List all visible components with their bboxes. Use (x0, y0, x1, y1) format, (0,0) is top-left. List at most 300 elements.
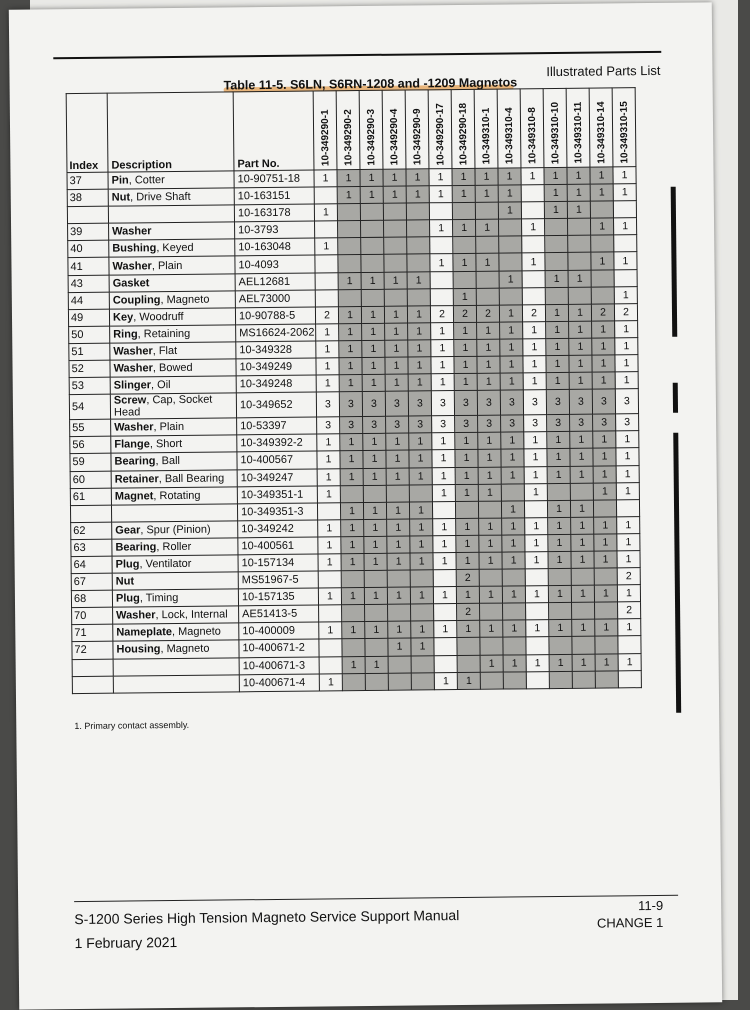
quantity-cell: 1 (362, 357, 385, 374)
header-variant (520, 89, 544, 168)
quantity-cell: 1 (409, 501, 432, 518)
row-index: 54 (69, 394, 110, 419)
quantity-cell: 1 (360, 186, 383, 203)
quantity-cell: 1 (521, 168, 544, 185)
row-part-number: 10-157134 (238, 554, 318, 572)
quantity-cell: 1 (365, 622, 388, 639)
quantity-cell: 3 (454, 391, 477, 416)
quantity-cell: 1 (411, 638, 434, 655)
quantity-cell: 1 (432, 450, 455, 467)
quantity-cell: 1 (545, 304, 568, 321)
row-description (110, 376, 236, 394)
quantity-cell: 3 (362, 392, 385, 417)
quantity-cell: 1 (386, 450, 409, 467)
quantity-cell (407, 254, 430, 271)
change-bar (671, 187, 678, 337)
description-noun: Washer (116, 610, 155, 622)
quantity-cell: 1 (501, 501, 524, 518)
row-index: 44 (68, 292, 109, 310)
quantity-cell: 1 (457, 621, 480, 638)
quantity-cell (430, 288, 453, 305)
quantity-cell: 1 (614, 252, 637, 269)
row-part-number: 10-400009 (239, 622, 319, 640)
quantity-cell (526, 671, 549, 688)
quantity-cell (411, 672, 434, 689)
row-index (72, 676, 113, 694)
quantity-cell (361, 221, 384, 238)
description-noun: Coupling (113, 294, 161, 306)
quantity-cell (314, 187, 337, 204)
quantity-cell: 1 (387, 587, 410, 604)
quantity-cell: 1 (525, 586, 548, 603)
quantity-cell: 1 (454, 356, 477, 373)
quantity-cell: 1 (568, 304, 591, 321)
header-index: Index (66, 93, 108, 172)
quantity-cell (480, 638, 503, 655)
quantity-cell: 1 (569, 338, 592, 355)
row-part-number: 10-4093 (235, 255, 315, 273)
row-index: 63 (71, 539, 112, 557)
description-noun: Washer (112, 226, 151, 238)
variant-label: 10-349290-3 (365, 106, 377, 166)
quantity-cell: 1 (548, 551, 571, 568)
quantity-cell: 1 (503, 654, 526, 671)
header-variant (543, 88, 567, 167)
quantity-cell: 1 (314, 170, 337, 187)
quantity-cell (613, 201, 636, 218)
quantity-cell: 1 (340, 502, 363, 519)
row-index: 60 (70, 471, 111, 489)
quantity-cell (522, 270, 545, 287)
quantity-cell: 1 (569, 372, 592, 389)
description-noun: Gear (115, 524, 140, 536)
quantity-cell: 1 (479, 518, 502, 535)
quantity-cell (591, 269, 614, 286)
quantity-cell: 1 (316, 358, 339, 375)
table-body (67, 167, 641, 694)
quantity-cell: 1 (524, 449, 547, 466)
quantity-cell (384, 220, 407, 237)
row-part-number: 10-349328 (236, 341, 316, 359)
quantity-cell: 1 (455, 484, 478, 501)
quantity-cell (406, 203, 429, 220)
quantity-cell (503, 603, 526, 620)
quantity-cell: 3 (340, 417, 363, 434)
description-noun: Bearing (114, 456, 155, 468)
quantity-cell: 3 (500, 390, 523, 415)
quantity-cell (522, 236, 545, 253)
quantity-cell: 1 (452, 185, 475, 202)
quantity-cell: 1 (549, 654, 572, 671)
quantity-cell: 2 (315, 307, 338, 324)
quantity-cell: 1 (617, 534, 640, 551)
row-index (70, 505, 111, 523)
row-description (113, 606, 239, 624)
row-description (113, 640, 239, 658)
row-part-number: 10-400561 (238, 537, 318, 555)
quantity-cell: 3 (569, 389, 592, 414)
quantity-cell: 1 (571, 551, 594, 568)
quantity-cell (524, 500, 547, 517)
quantity-cell: 1 (314, 204, 337, 221)
quantity-cell: 1 (502, 518, 525, 535)
quantity-cell: 1 (571, 585, 594, 602)
quantity-cell: 1 (524, 483, 547, 500)
quantity-cell (363, 485, 386, 502)
description-modifier: , Retaining (138, 328, 191, 341)
quantity-cell (521, 185, 544, 202)
quantity-cell: 1 (362, 323, 385, 340)
quantity-cell (614, 269, 637, 286)
quantity-cell (453, 271, 476, 288)
description-modifier: , Plain (152, 259, 183, 271)
description-modifier: , Cap, Socket Head (114, 394, 212, 419)
quantity-cell: 1 (410, 587, 433, 604)
quantity-cell: 1 (363, 502, 386, 519)
quantity-cell: 1 (617, 516, 640, 533)
quantity-cell (595, 670, 618, 687)
quantity-cell: 1 (457, 672, 480, 689)
quantity-cell (411, 655, 434, 672)
header-variant (359, 90, 383, 169)
quantity-cell (365, 639, 388, 656)
quantity-cell: 1 (618, 653, 641, 670)
quantity-cell: 1 (383, 186, 406, 203)
quantity-cell (503, 671, 526, 688)
quantity-cell: 1 (316, 375, 339, 392)
quantity-cell: 1 (317, 485, 340, 502)
quantity-cell: 1 (570, 431, 593, 448)
quantity-cell: 1 (338, 306, 361, 323)
quantity-cell: 1 (337, 170, 360, 187)
description-modifier: , Magneto (172, 626, 221, 639)
quantity-cell: 1 (384, 306, 407, 323)
quantity-cell (430, 271, 453, 288)
quantity-cell: 2 (456, 569, 479, 586)
quantity-cell: 1 (524, 432, 547, 449)
quantity-cell: 1 (525, 517, 548, 534)
quantity-cell: 1 (548, 517, 571, 534)
header-variant (451, 89, 475, 168)
row-index: 70 (72, 607, 113, 625)
quantity-cell (457, 638, 480, 655)
quantity-cell: 1 (318, 537, 341, 554)
quantity-cell (360, 203, 383, 220)
row-part-number: 10-349247 (237, 469, 317, 487)
row-index: 51 (69, 343, 110, 361)
quantity-cell: 1 (365, 656, 388, 673)
quantity-cell (455, 501, 478, 518)
header-variant (612, 88, 636, 167)
quantity-cell (526, 603, 549, 620)
quantity-cell (338, 221, 361, 238)
header-variant (382, 90, 406, 169)
quantity-cell: 1 (523, 339, 546, 356)
row-description (112, 589, 238, 607)
quantity-cell: 1 (479, 552, 502, 569)
quantity-cell (476, 288, 499, 305)
quantity-cell: 1 (476, 254, 499, 271)
description-modifier: , Magneto (160, 643, 209, 656)
row-part-number: 10-163048 (235, 238, 315, 256)
quantity-cell (361, 255, 384, 272)
quantity-cell: 1 (434, 621, 457, 638)
quantity-cell: 1 (479, 535, 502, 552)
quantity-cell: 1 (408, 374, 431, 391)
quantity-cell: 1 (503, 620, 526, 637)
row-description (110, 359, 236, 377)
row-index: 71 (72, 624, 113, 642)
quantity-cell: 1 (385, 357, 408, 374)
variant-label: 10-349290-1 (319, 107, 331, 167)
quantity-cell: 1 (500, 322, 523, 339)
quantity-cell: 1 (523, 321, 546, 338)
row-part-number: 10-157135 (238, 588, 318, 606)
description-modifier: , Rotating (153, 489, 200, 501)
row-description (109, 256, 235, 274)
quantity-cell: 1 (526, 654, 549, 671)
quantity-cell: 1 (387, 536, 410, 553)
quantity-cell: 2 (618, 602, 641, 619)
quantity-cell: 1 (431, 322, 454, 339)
quantity-cell: 1 (386, 433, 409, 450)
quantity-cell: 1 (595, 619, 618, 636)
quantity-cell: 1 (614, 286, 637, 303)
description-modifier: , Magneto (160, 293, 209, 306)
row-part-number: 10-400671-4 (239, 674, 319, 692)
description-noun: Ring (113, 328, 138, 340)
quantity-cell: 1 (386, 502, 409, 519)
quantity-cell (319, 656, 342, 673)
row-index: 55 (70, 419, 111, 437)
variant-label: 10-349290-2 (342, 106, 354, 166)
header-variant (474, 89, 498, 168)
quantity-cell: 1 (547, 432, 570, 449)
quantity-cell: 1 (477, 339, 500, 356)
quantity-cell: 1 (546, 338, 569, 355)
quantity-cell: 1 (340, 451, 363, 468)
row-index: 41 (68, 258, 109, 276)
quantity-cell: 1 (545, 270, 568, 287)
quantity-cell: 3 (432, 416, 455, 433)
quantity-cell: 1 (363, 468, 386, 485)
description-modifier: , Roller (156, 541, 191, 553)
quantity-cell (338, 238, 361, 255)
quantity-cell: 1 (409, 433, 432, 450)
quantity-cell: 2 (522, 304, 545, 321)
quantity-cell (499, 253, 522, 270)
row-description (113, 623, 239, 641)
quantity-cell: 3 (593, 414, 616, 431)
quantity-cell: 1 (522, 253, 545, 270)
quantity-cell (522, 287, 545, 304)
quantity-cell: 1 (502, 535, 525, 552)
quantity-cell (476, 271, 499, 288)
row-index: 50 (69, 326, 110, 344)
quantity-cell: 1 (431, 340, 454, 357)
description-modifier: , Timing (140, 592, 179, 604)
quantity-cell: 1 (595, 653, 618, 670)
quantity-cell: 2 (457, 604, 480, 621)
quantity-cell: 1 (340, 434, 363, 451)
quantity-cell (433, 570, 456, 587)
quantity-cell: 3 (547, 415, 570, 432)
quantity-cell: 1 (388, 621, 411, 638)
quantity-cell: 1 (317, 451, 340, 468)
description-noun: Retainer (115, 473, 159, 485)
parts-table (66, 87, 642, 694)
quantity-cell: 1 (432, 467, 455, 484)
row-description (113, 657, 239, 675)
quantity-cell: 1 (363, 451, 386, 468)
header-section-title: Illustrated Parts List (546, 63, 660, 79)
quantity-cell: 2 (430, 305, 453, 322)
quantity-cell: 3 (546, 390, 569, 415)
quantity-cell: 1 (339, 358, 362, 375)
description-noun: Gasket (113, 277, 150, 289)
row-index: 52 (69, 360, 110, 378)
variant-label: 10-349310-10 (549, 99, 561, 164)
quantity-cell: 1 (341, 536, 364, 553)
quantity-cell: 1 (431, 374, 454, 391)
quantity-cell (593, 500, 616, 517)
quantity-cell (521, 202, 544, 219)
quantity-cell: 1 (429, 169, 452, 186)
quantity-cell: 1 (616, 431, 639, 448)
row-part-number: 10-349392-2 (237, 434, 317, 452)
quantity-cell: 1 (361, 272, 384, 289)
row-index: 56 (70, 436, 111, 454)
quantity-cell: 3 (615, 389, 638, 414)
quantity-cell (341, 571, 364, 588)
quantity-cell: 1 (592, 321, 615, 338)
quantity-cell: 1 (341, 519, 364, 536)
quantity-cell: 1 (361, 306, 384, 323)
row-part-number: 10-90751-18 (234, 170, 314, 188)
quantity-cell (452, 203, 475, 220)
variant-label: 10-349310-1 (480, 105, 492, 165)
quantity-cell (480, 672, 503, 689)
quantity-cell: 1 (499, 270, 522, 287)
quantity-cell: 1 (594, 585, 617, 602)
quantity-cell: 1 (433, 535, 456, 552)
quantity-cell (614, 235, 637, 252)
quantity-cell: 1 (388, 638, 411, 655)
row-index: 61 (70, 488, 111, 506)
quantity-cell (571, 568, 594, 585)
header-variant (405, 90, 429, 169)
quantity-cell (411, 604, 434, 621)
quantity-cell (595, 636, 618, 653)
quantity-cell: 1 (522, 219, 545, 236)
quantity-cell: 1 (411, 621, 434, 638)
quantity-cell: 1 (319, 622, 342, 639)
row-index: 39 (68, 223, 109, 241)
quantity-cell (388, 604, 411, 621)
quantity-cell: 1 (429, 186, 452, 203)
quantity-cell: 1 (340, 468, 363, 485)
quantity-cell: 1 (594, 517, 617, 534)
quantity-cell (319, 639, 342, 656)
quantity-cell: 1 (544, 202, 567, 219)
quantity-cell (383, 203, 406, 220)
quantity-cell: 1 (316, 341, 339, 358)
quantity-cell: 1 (592, 355, 615, 372)
quantity-cell: 1 (408, 323, 431, 340)
footer-date: 1 February 2021 (74, 934, 177, 951)
quantity-cell (616, 499, 639, 516)
quantity-cell: 1 (318, 588, 341, 605)
quantity-cell: 1 (479, 586, 502, 603)
quantity-cell: 1 (590, 167, 613, 184)
quantity-cell (568, 253, 591, 270)
quantity-cell: 2 (476, 305, 499, 322)
description-modifier: , Ventilator (139, 558, 191, 571)
change-bar (673, 383, 678, 413)
row-index (67, 206, 108, 224)
variant-label: 10-349290-17 (434, 100, 446, 165)
quantity-cell: 1 (478, 449, 501, 466)
quantity-cell: 3 (477, 390, 500, 415)
quantity-cell: 1 (571, 534, 594, 551)
row-part-number: 10-53397 (237, 417, 317, 435)
quantity-cell: 1 (498, 202, 521, 219)
quantity-cell: 1 (593, 465, 616, 482)
document-page (9, 2, 722, 1009)
row-index: 68 (71, 590, 112, 608)
quantity-cell (568, 236, 591, 253)
quantity-cell: 1 (500, 373, 523, 390)
quantity-cell: 1 (433, 587, 456, 604)
description-modifier: , Cotter (129, 174, 165, 186)
quantity-cell: 3 (431, 391, 454, 416)
quantity-cell (429, 203, 452, 220)
description-noun: Washer (113, 362, 152, 374)
quantity-cell: 1 (567, 167, 590, 184)
quantity-cell (384, 289, 407, 306)
quantity-cell (337, 204, 360, 221)
description-noun: Washer (114, 421, 153, 433)
quantity-cell: 1 (526, 620, 549, 637)
quantity-cell (568, 218, 591, 235)
row-description (109, 291, 235, 309)
quantity-cell: 2 (614, 303, 637, 320)
row-part-number: 10-400671-2 (239, 639, 319, 657)
quantity-cell: 1 (406, 186, 429, 203)
quantity-cell: 1 (387, 519, 410, 536)
quantity-cell (499, 219, 522, 236)
quantity-cell: 1 (433, 518, 456, 535)
row-part-number: 10-349242 (238, 520, 318, 538)
quantity-cell: 1 (592, 338, 615, 355)
quantity-cell: 1 (523, 356, 546, 373)
description-noun: Washer (112, 260, 151, 272)
row-part-number: 10-163178 (234, 204, 314, 222)
quantity-cell (572, 637, 595, 654)
row-part-number: 10-349351-3 (237, 503, 317, 521)
quantity-cell: 1 (616, 482, 639, 499)
description-modifier: , Ball (155, 455, 180, 467)
description-modifier: , Plain (153, 421, 184, 433)
quantity-cell: 1 (407, 306, 430, 323)
quantity-cell: 1 (617, 551, 640, 568)
quantity-cell: 2 (617, 568, 640, 585)
quantity-cell: 1 (456, 535, 479, 552)
quantity-cell: 1 (318, 554, 341, 571)
quantity-cell: 1 (594, 534, 617, 551)
quantity-cell (338, 255, 361, 272)
quantity-cell (549, 603, 572, 620)
